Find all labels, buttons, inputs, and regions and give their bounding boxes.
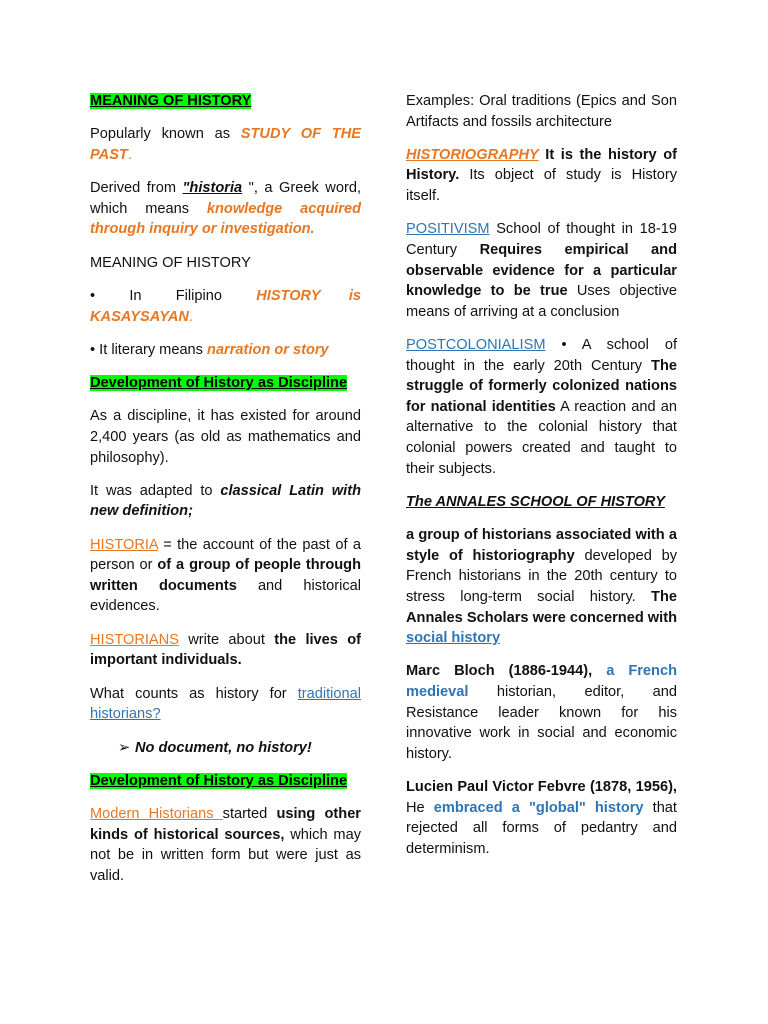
bold-text: a group of historians associated with a style of historiography — [406, 527, 677, 564]
paragraph-derived-from — [90, 178, 361, 240]
paragraph-examples: Examples: Oral traditions (Epics and Son Artifacts and fossils architecture — [406, 93, 677, 130]
bullet-literary-means — [90, 340, 361, 361]
term-historia: "historia — [182, 180, 243, 197]
paragraph-positivism — [406, 219, 677, 322]
text: started — [222, 806, 277, 823]
emphasis-text: HISTORY is KASAYSAYAN — [90, 287, 366, 325]
text: . — [127, 146, 132, 163]
blue-text: embraced a "global" history — [433, 799, 644, 816]
paragraph-postcolonialism — [406, 335, 677, 479]
text: • It literary means — [90, 341, 208, 358]
paragraph-historians — [90, 630, 361, 671]
bold-text: the lives of important individuals. — [90, 631, 361, 669]
text: • A school of thought in the early 20th Century — [406, 337, 677, 374]
term-positivism: POSITIVISM — [406, 221, 490, 238]
arrow-bullet-icon: ➢ — [118, 739, 131, 756]
paragraph-annales-group — [406, 525, 677, 649]
bold-text: using other kinds of historical sources, — [90, 806, 361, 843]
bullet-filipino — [90, 286, 366, 327]
text: What counts as history for — [90, 685, 298, 702]
bold-text: of a group of people through written documents — [90, 557, 361, 594]
emphasis-text: knowledge acquired through inquiry or investigation. — [90, 200, 361, 238]
text: Derived from — [90, 180, 183, 197]
paragraph-lucien-febvre — [406, 777, 677, 859]
paragraph-marc-bloch — [406, 661, 677, 764]
section-heading-development-2 — [90, 771, 361, 792]
right-column — [406, 91, 677, 872]
bold-text: Marc Bloch (1886-1944), — [406, 663, 593, 680]
highlighted-heading: Development of History as Discipline — [90, 375, 348, 392]
bold-text: The Annales Scholars were concerned with — [406, 588, 677, 626]
text: School of thought in 18-19 Century — [406, 221, 677, 258]
text: • In Filipino — [90, 287, 257, 304]
emphasis-text: narration or story — [207, 341, 329, 358]
bold-text: Lucien Paul Victor Febvre (1878, 1956), — [406, 779, 677, 796]
highlighted-heading: Development of History as Discipline — [90, 772, 348, 789]
text: Uses objective means of arriving at a conclusion — [406, 283, 677, 320]
text: and historical evidences. — [90, 577, 362, 615]
text: historian, editor, and Resistance leader known for his innovative work in social and economic history. — [406, 683, 677, 762]
term-historiography: HISTORIOGRAPHY — [406, 146, 539, 163]
paragraph-historia-definition — [90, 535, 361, 617]
paragraph-popularly-known — [90, 124, 361, 165]
text: developed by French historians in the 20th century to stress long-term social history. — [406, 547, 677, 605]
text: write about — [178, 631, 275, 648]
text: . — [188, 308, 193, 325]
paragraph-discipline-age: As a discipline, it has existed for around 2,400 years (as old as mathematics and philosophy). — [90, 408, 361, 466]
section-heading-annales — [406, 492, 677, 513]
paragraph-meaning-of-history: MEANING OF HISTORY — [90, 254, 251, 271]
term-historians: HISTORIANS — [90, 631, 179, 648]
emphasis-text: STUDY OF THE PAST — [90, 126, 361, 163]
traditional-historians-link[interactable]: traditional historians? — [90, 685, 361, 723]
paragraph-historiography — [406, 145, 677, 207]
text: He — [406, 799, 434, 816]
blue-text: a French medieval — [406, 663, 677, 700]
paragraph-adapted-latin — [90, 481, 361, 522]
paragraph-modern-historians — [90, 804, 361, 886]
bold-text: It is the history of History. — [406, 146, 677, 184]
term-historia-link: HISTORIA — [90, 536, 158, 553]
term-postcolonialism: POSTCOLONIALISM — [406, 337, 546, 353]
text: which may not be in written form but were just as valid. — [90, 826, 361, 884]
social-history-link[interactable]: social history — [406, 630, 501, 647]
emphasis-text: No document, no history! — [135, 739, 312, 756]
text: Its object of study is History itself. — [406, 167, 677, 205]
paragraph-what-counts — [90, 684, 361, 725]
text: that rejected all forms of pedantry and determinism. — [406, 799, 677, 857]
text: A reaction and an alternative to the colonial history that colonial powers created and taught to their subjects. — [406, 398, 677, 477]
left-column — [90, 91, 366, 899]
annales-heading: The ANNALES SCHOOL OF HISTORY — [406, 493, 665, 510]
term-modern-historians: Modern Historians — [90, 806, 223, 823]
highlighted-heading: MEANING OF HISTORY — [90, 93, 252, 109]
bold-text: The struggle of formerly colonized nations for national identities — [406, 357, 677, 415]
text: It was adapted to — [90, 482, 221, 499]
emphasis-text: classical Latin with new definition; — [90, 482, 361, 520]
text: = the account of the past of a person or — [90, 536, 361, 574]
arrow-bullet-item — [90, 738, 361, 759]
section-heading-meaning — [90, 91, 361, 112]
text: ", a Greek word, which means — [90, 180, 361, 217]
section-heading-development — [90, 373, 361, 394]
text: Popularly known as — [90, 126, 241, 143]
bold-text: Requires empirical and observable evidence for a particular knowledge to be true — [406, 241, 677, 300]
